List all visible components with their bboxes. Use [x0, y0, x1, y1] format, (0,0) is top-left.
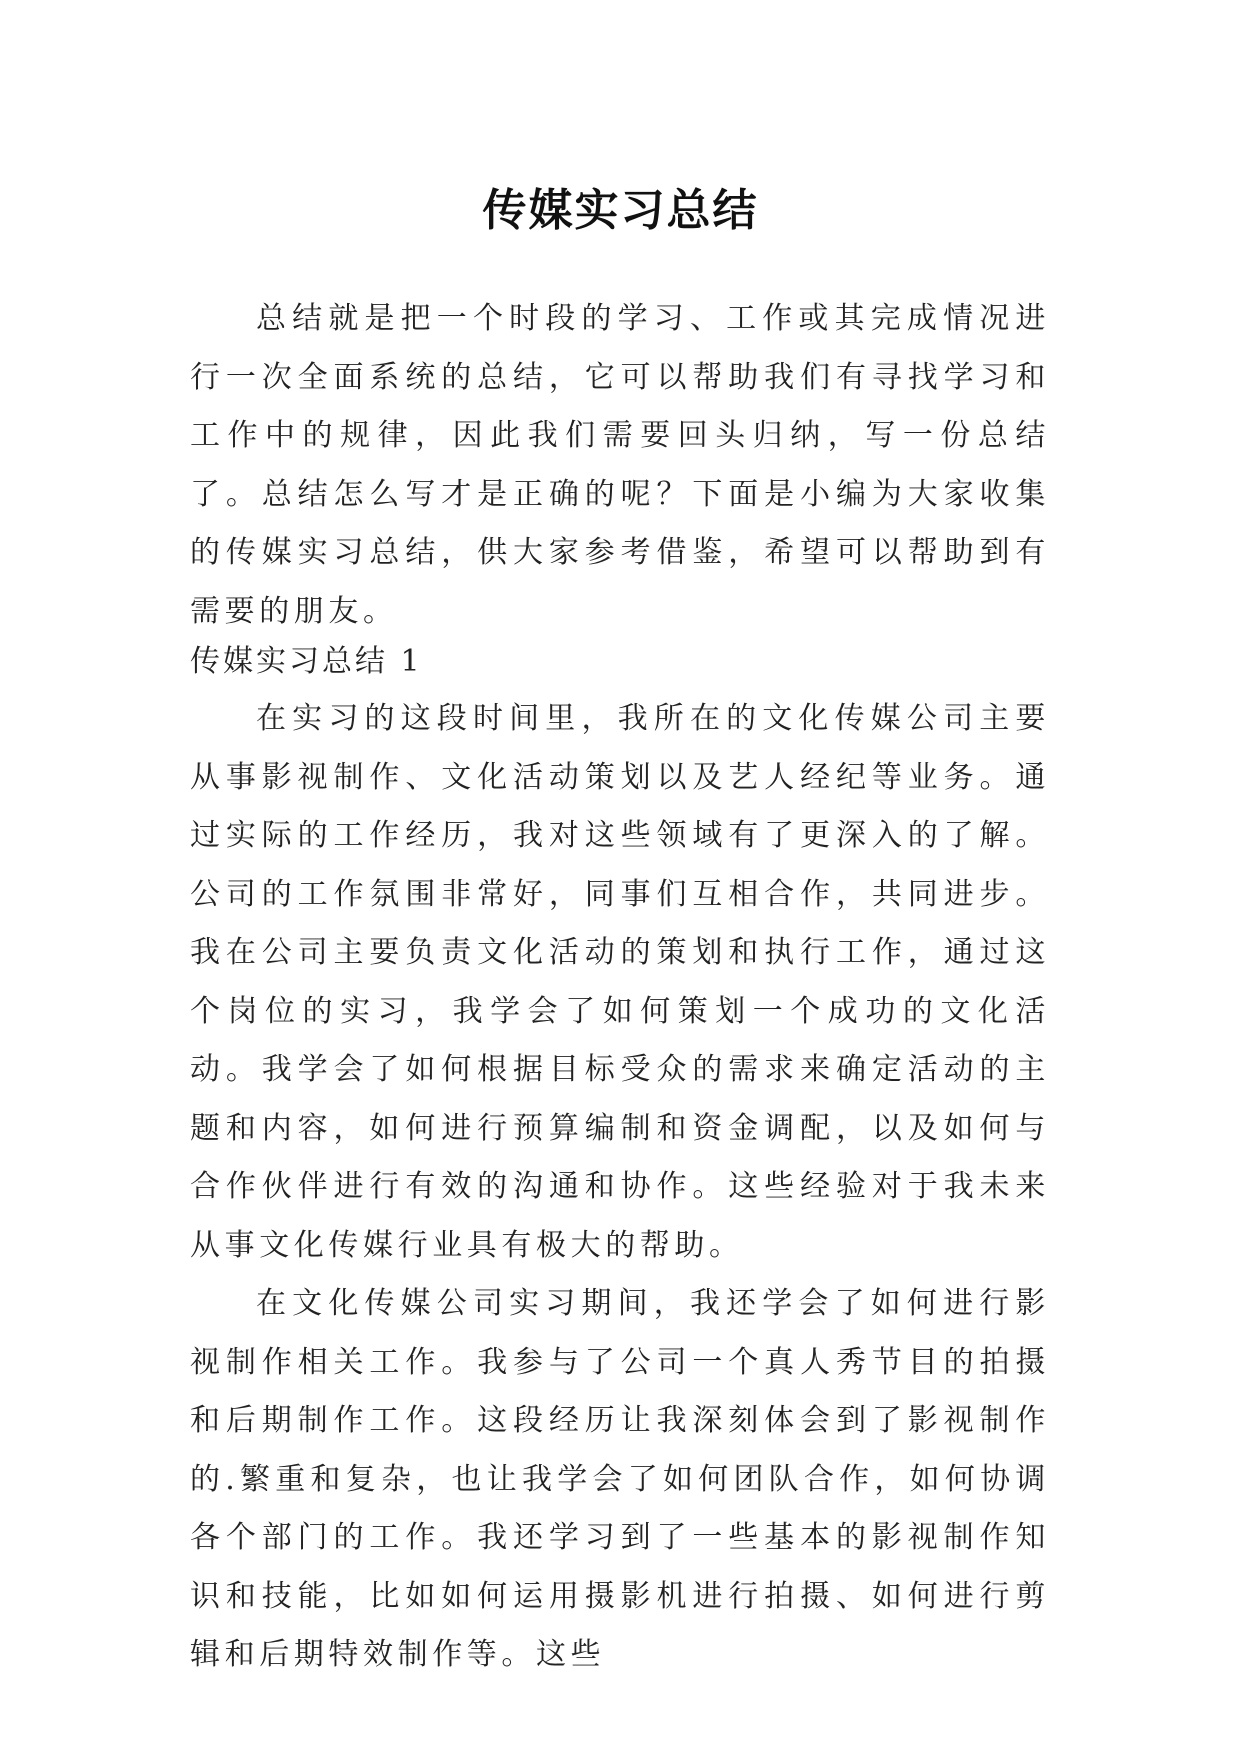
body-paragraph: 在文化传媒公司实习期间，我还学会了如何进行影视制作相关工作。我参与了公司一个真人秀节目的拍摄和后期制作工作。这段经历让我深刻体会到了影视制作的.繁重和复杂，也让我学会了如何团队合作，如何协调各个部门的工作。我还学习到了一些基本的影视制作知识和技能，比如如何运用摄影机进行拍摄、如何进行剪辑和后期特效制作等。这些: [190, 1286, 1050, 1672]
body-paragraph: 在实习的这段时间里，我所在的文化传媒公司主要从事影视制作、文化活动策划以及艺人经纪等业务。通过实际的工作经历，我对这些领域有了更深入的了解。公司的工作氛围非常好，同事们互相合作，共同进步。我在公司主要负责文化活动的策划和执行工作，通过这个岗位的实习，我学会了如何策划一个成功的文化活动。我学会了如何根据目标受众的需求来确定活动的主题和内容，如何进行预算编制和资金调配，以及如何与合作伙伴进行有效的沟通和协作。这些经验对于我未来从事文化传媒行业具有极大的帮助。: [190, 701, 1050, 1263]
intro-paragraph: 总结就是把一个时段的学习、工作或其完成情况进行一次全面系统的总结，它可以帮助我们有寻找学习和工作中的规律，因此我们需要回头归纳，写一份总结了。总结怎么写才是正确的呢？下面是小编为大家收集的传媒实习总结，供大家参考借鉴，希望可以帮助到有需要的朋友。: [190, 301, 1050, 629]
document-title: 传媒实习总结: [482, 185, 759, 237]
section-body: [190, 690, 1050, 1685]
section-heading: 传媒实习总结 1: [190, 644, 423, 679]
